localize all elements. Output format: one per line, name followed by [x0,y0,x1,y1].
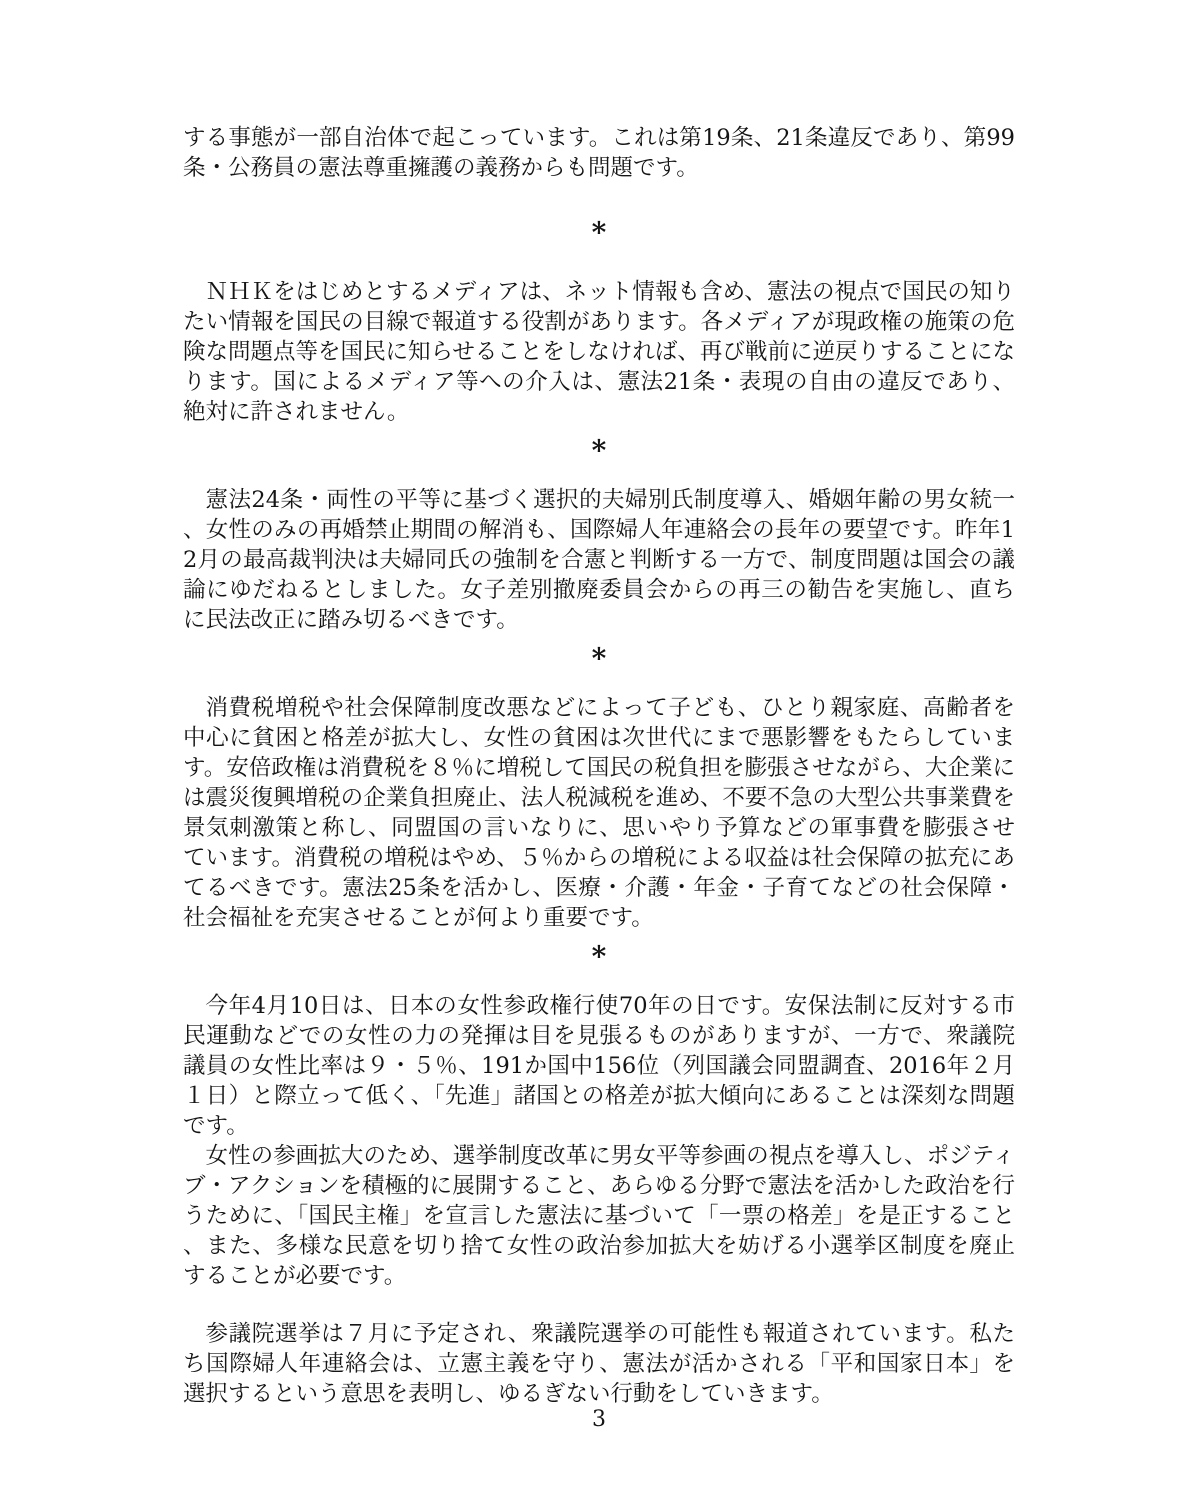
paragraph-article24-equality: 憲法24条・両性の平等に基づく選択的夫婦別氏制度導入、婚姻年齢の男女統一、女性のみの再婚禁止期間の解消も、国際婦人年連絡会の長年の要望です。昨年12月の最高裁判決は夫婦同氏の強制を合憲と判断する一方で、制度問題は国会の議論にゆだねるとしました。女子差別撤廃委員会からの再三の勧告を実施し、直ちに民法改正に踏み切るべきです。 [183,487,1015,633]
section-separator-asterisk: * [591,434,607,467]
page-number: 3 [592,1407,606,1432]
blank-line-spacer [183,1291,1015,1319]
section-separator-asterisk: * [591,940,607,973]
section-separator-asterisk: * [591,642,607,675]
paragraph-womens-suffrage-70years: 今年4月10日は、日本の女性参政権行使70年の日です。安保法制に反対する市民運動などでの女性の力の発揮は目を見張るものがありますが、一方で、衆議院議員の女性比率は９・５％、191か国中156位（列国議会同盟調査、2016年２月１日）と際立って低く、「先進」諸国との格差が拡大傾向にあることは深刻な問題です。 [183,993,1015,1139]
paragraph-constitution-violation: する事態が一部自治体で起こっています。これは第19条、21条違反であり、第99条・公務員の憲法尊重擁護の義務からも問題です。 [183,125,1015,181]
paragraph-consumption-tax: 消費税増税や社会保障制度改悪などによって子ども、ひとり親家庭、高齢者を中心に貧困と格差が拡大し、女性の貧困は次世代にまで悪影響をもたらしています。安倍政権は消費税を８％に増税して国民の税負担を膨張させながら、大企業には震災復興増税の企業負担廃止、法人税減税を進め、不要不急の大型公共事業費を景気刺激策と称し、同盟国の言いなりに、思いやり予算などの軍事費を膨張させています。消費税の増税はやめ、５％からの増税による収益は社会保障の拡充にあてるべきです。憲法25条を活かし、医療・介護・年金・子育てなどの社会保障・社会福祉を充実させることが何より重要です。 [183,695,1015,931]
paragraph-upper-house-election: 参議院選挙は７月に予定され、衆議院選挙の可能性も報道されています。私たち国際婦人年連絡会は、立憲主義を守り、憲法が活かされる「平和国家日本」を選択するという意思を表明し、ゆるぎない行動をしていきます。 [183,1321,1015,1407]
paragraph-nhk-media: ＮＨＫをはじめとするメディアは、ネット情報も含め、憲法の視点で国民の知りたい情報を国民の目線で報道する役割があります。各メディアが現政権の施策の危険な問題点等を国民に知らせることをしなければ、再び戦前に逆戻りすることになります。国によるメディア等への介入は、憲法21条・表現の自由の違反であり、絶対に許されません。 [183,279,1015,425]
section-separator-asterisk: * [591,216,607,249]
paragraph-womens-participation: 女性の参画拡大のため、選挙制度改革に男女平等参画の視点を導入し、ポジティブ・アクションを積極的に展開すること、あらゆる分野で憲法を活かした政治を行うために、「国民主権」を宣言した憲法に基づいて「一票の格差」を是正すること、また、多様な民意を切り捨て女性の政治参加拡大を妨げる小選挙区制度を廃止することが必要です。 [183,1143,1015,1289]
